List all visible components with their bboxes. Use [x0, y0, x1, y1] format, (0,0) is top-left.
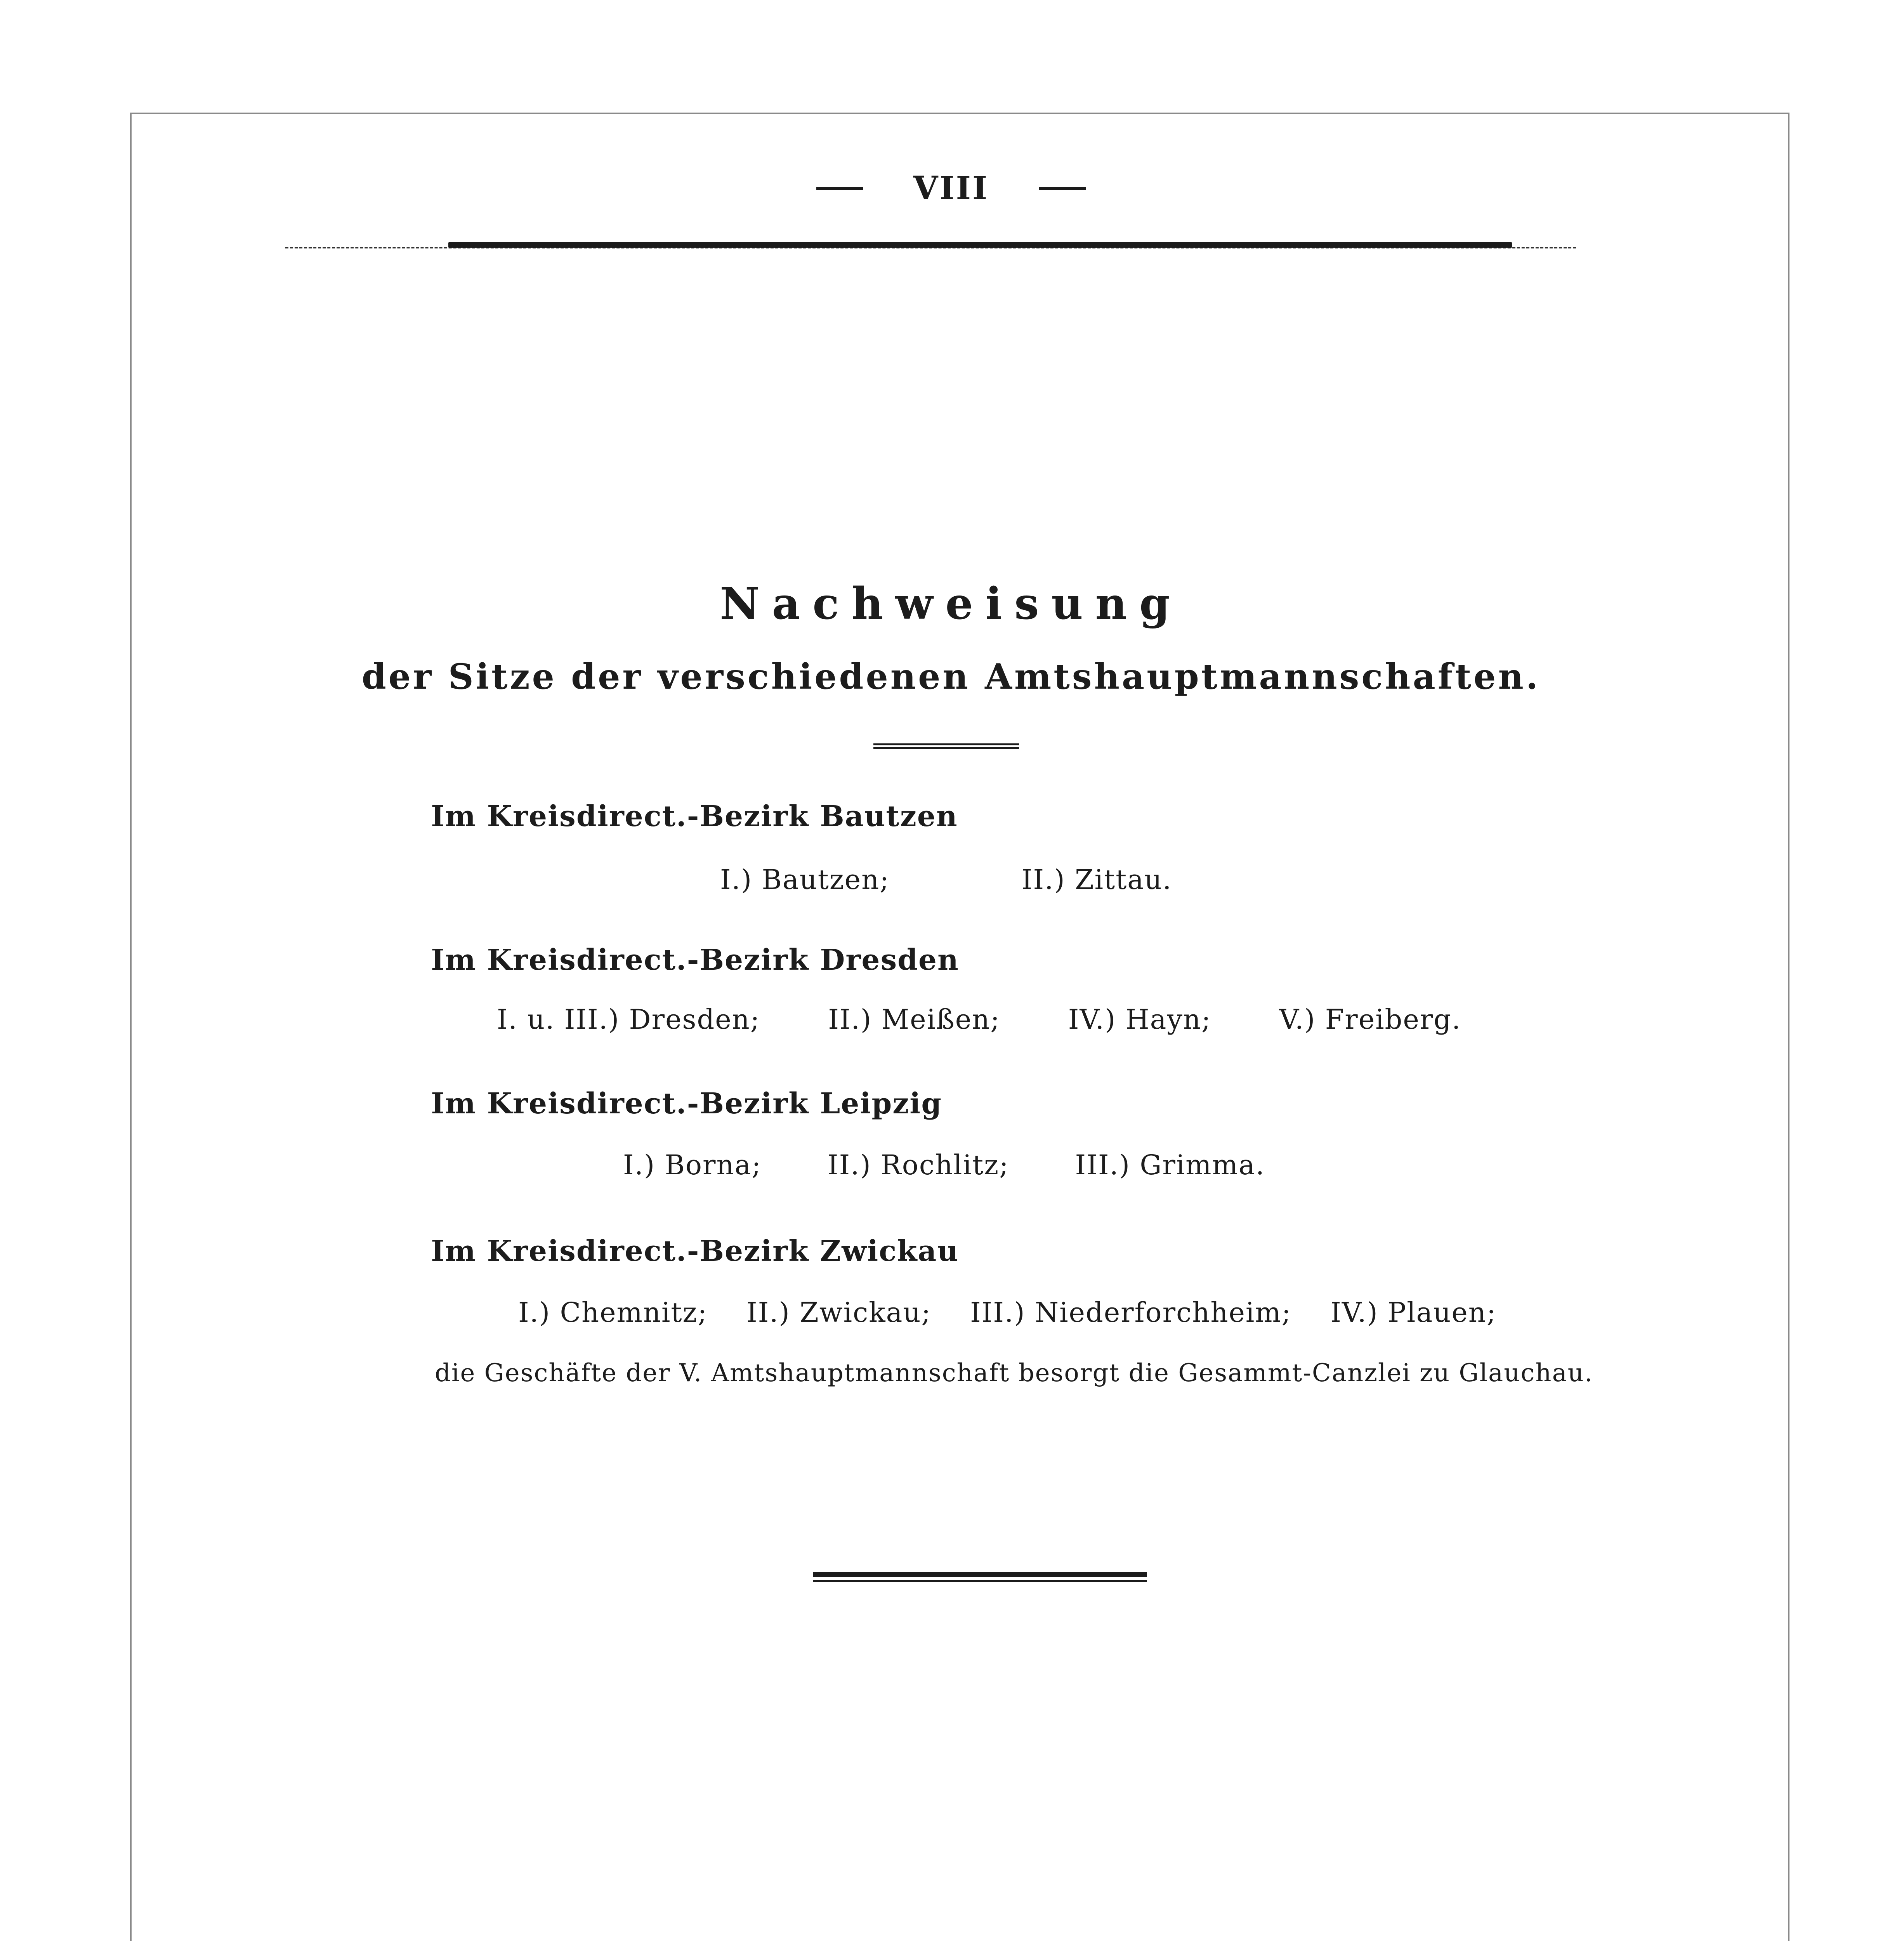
entry: IV.) Hayn; — [1068, 1003, 1211, 1035]
district-heading-bautzen: Im Kreisdirect.-Bezirk Bautzen — [431, 800, 958, 833]
entry: I.) Borna; — [623, 1149, 762, 1181]
entry: V.) Freiberg. — [1279, 1003, 1461, 1035]
header-rule — [285, 241, 1576, 251]
closing-rule — [813, 1572, 1147, 1584]
footnote: die Geschäfte der V. Amtshauptmannschaft besorgt die Gesammt-Canzlei zu Glauchau. — [435, 1359, 1593, 1387]
entry: II.) Rochlitz; — [827, 1149, 1009, 1181]
district-heading-leipzig: Im Kreisdirect.-Bezirk Leipzig — [431, 1087, 942, 1120]
document-title: Nachweisung — [720, 578, 1182, 629]
entry: IV.) Plauen; — [1330, 1297, 1497, 1328]
entry: II.) Zittau. — [1021, 864, 1172, 896]
district-entries-dresden — [497, 1003, 1506, 1035]
entry: III.) Grimma. — [1075, 1149, 1265, 1181]
entry: II.) Zwickau; — [746, 1297, 932, 1328]
district-heading-zwickau: Im Kreisdirect.-Bezirk Zwickau — [431, 1234, 959, 1268]
entry: III.) Niederforchheim; — [970, 1297, 1292, 1328]
header-dash-right — [1039, 187, 1086, 190]
district-entries-bautzen — [720, 864, 1186, 896]
entry: I. u. III.) Dresden; — [497, 1003, 760, 1035]
page-header — [776, 167, 1126, 210]
page-number: VIII — [913, 170, 989, 207]
entry: II.) Meißen; — [828, 1003, 1000, 1035]
district-heading-dresden: Im Kreisdirect.-Bezirk Dresden — [431, 943, 959, 977]
district-entries-zwickau — [518, 1297, 1527, 1328]
entry: I.) Bautzen; — [720, 864, 890, 896]
header-dash-left — [816, 187, 863, 190]
entry: I.) Chemnitz; — [518, 1297, 708, 1328]
title-rule — [873, 743, 1019, 749]
district-entries-leipzig — [623, 1149, 1322, 1181]
document-subtitle: der Sitze der verschiedenen Amtshauptmannschaften. — [361, 656, 1541, 697]
